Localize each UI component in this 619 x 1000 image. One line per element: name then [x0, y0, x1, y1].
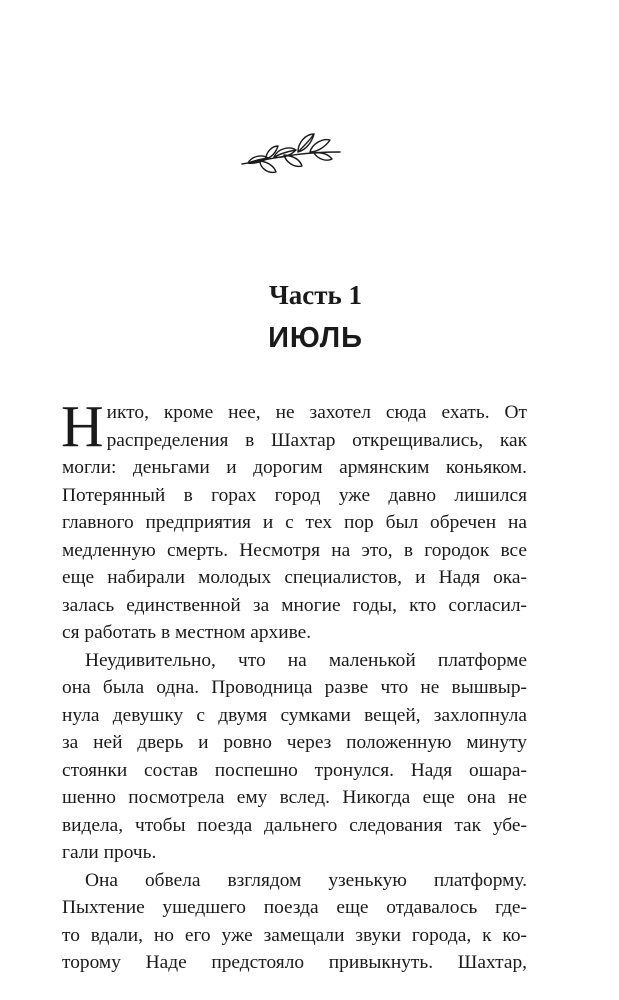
- text-line: залась единственной за многие годы, кто согласил-: [62, 594, 527, 616]
- text-line: она была одна. Проводница разве что не вышвыр-: [62, 677, 527, 698]
- text-line: распределения в Шахтар открещивались, как: [106, 429, 527, 451]
- part-title: Часть 1: [268, 280, 363, 310]
- paragraph-2: [62, 647, 527, 867]
- text-line: Неудивительно, что на маленькой платформе: [85, 649, 527, 671]
- text-line: главного предприятия и с тех пор был обречен на: [62, 512, 527, 533]
- text-line: за ней дверь и ровно через положенную минуту: [62, 732, 527, 753]
- text-line: Пыхтение ушедшего поезда еще отдавалось где-: [62, 897, 527, 918]
- text-line: гали прочь.: [62, 842, 157, 863]
- text-line: ся работать в местном архиве.: [62, 622, 312, 643]
- text-line: Потерянный в горах город уже давно лишился: [62, 484, 527, 506]
- chapter-title: ИЮЛЬ: [268, 322, 363, 354]
- text-line: икто, кроме нее, не захотел сюда ехать. От: [106, 402, 527, 423]
- text-line: шенно посмотрела ему вслед. Никогда еще она не: [62, 787, 527, 808]
- text-line: нула девушку с двумя сумками вещей, захлопнула: [62, 704, 527, 726]
- text-line: Она обвела взглядом узенькую платформу.: [85, 869, 527, 891]
- text-line: стоянки состав поспешно тронулся. Надя ошара-: [62, 759, 527, 781]
- drop-cap: Н: [61, 393, 104, 459]
- paragraph-1: [61, 393, 527, 647]
- text-line: торому Наде предстояло привыкнуть. Шахтар,: [62, 952, 527, 973]
- leaf-branch-icon: [238, 126, 344, 180]
- text-line: медленную смерть. Несмотря на это, в городок все: [62, 539, 527, 561]
- text-line: то вдали, но его уже замещали звуки города, к ко-: [62, 924, 527, 946]
- text-line: видела, чтобы поезда дальнего следования так убе-: [62, 814, 527, 836]
- text-line: могли: деньгами и дорогим армянским коньяком.: [62, 457, 527, 478]
- paragraph-3: [62, 867, 527, 977]
- text-line: еще набирали молодых специалистов, и Надя ока-: [62, 567, 527, 588]
- body-text: [61, 393, 527, 977]
